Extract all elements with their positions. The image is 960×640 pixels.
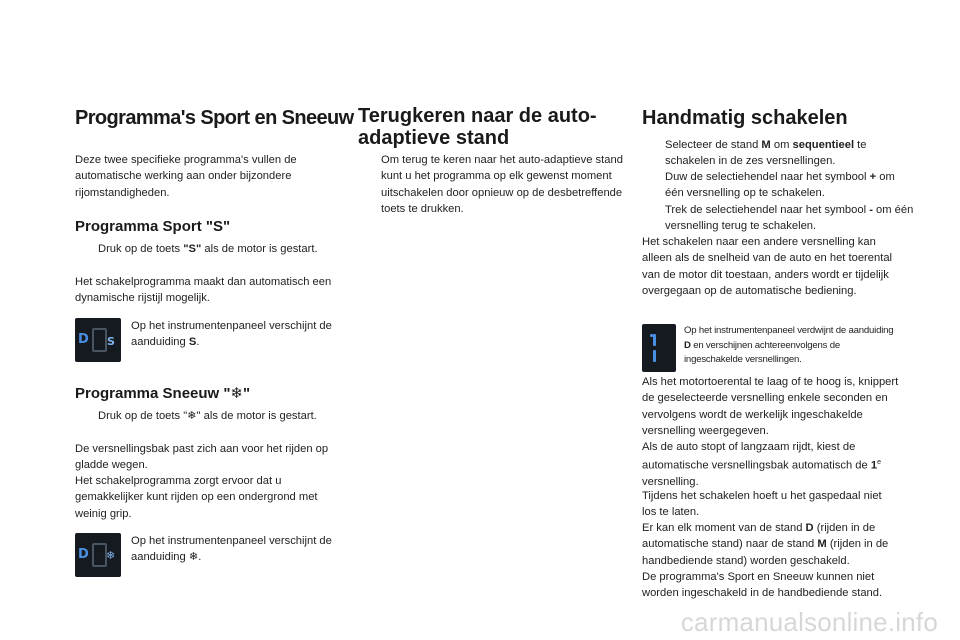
minus-symbol: - (869, 204, 873, 216)
sport-note-text (131, 318, 336, 351)
sport-note-key: S (188, 336, 197, 349)
sport-key: "S" (183, 243, 202, 255)
manual-note-post: en verschijnen achtereenvolgens de ingeschakelde versnellingen. (684, 339, 841, 365)
dash-segment-icon (92, 543, 107, 567)
t3-pre: Als de auto stopt of langzaam rijdt, kiest de automatische versnellingsbak automatisch de (642, 441, 871, 473)
snow-note-text: Op het instrumentenpaneel verschijnt de aanduiding ❄. (131, 535, 332, 564)
b3-text: Trek de selectiehendel naar het symbool (665, 204, 870, 216)
t5-d: D (805, 522, 814, 534)
watermark: carmanualsonline.info (680, 607, 938, 637)
sport-text: Het schakelprogramma maakt dan automatisch een dynamische rijstijl mogelijk. (75, 276, 332, 305)
b2-text: Duw de selectiehendel naar het symbool (665, 171, 870, 183)
t5-pre: Er kan elk moment van de stand (642, 522, 806, 534)
manual-note-text (684, 324, 899, 368)
auto-adaptive-bullet (358, 152, 631, 217)
t3-post: versnelling. (642, 476, 699, 489)
intro-text: Deze twee specifieke programma's vullen de automatische werking aan onder bijzondere rijomstandigheden. (75, 154, 297, 199)
sport-bullet (75, 241, 338, 257)
manual-bullet-3 (642, 202, 915, 235)
snow-text-1: De versnellingsbak past zich aan voor het rijden op gladde wegen. (75, 443, 329, 472)
gear-one-icon (653, 334, 656, 346)
t3-sup: e (877, 459, 881, 467)
manual-text-5 (642, 520, 907, 569)
t3-num: 1 (870, 460, 878, 473)
manual-note-pre: Op het instrumentenpaneel verdwijnt de aanduiding (684, 325, 894, 336)
sport-bullet-text: Druk op de toets (98, 243, 184, 255)
b1-post: te schakelen in de zes versnellingen. (665, 139, 867, 168)
t5-m: M (817, 538, 827, 551)
section-title-manual-shift: Handmatig schakelen (642, 107, 848, 129)
manual-text-6: De programma's Sport en Sneeuw kunnen niet worden ingeschakeld in de handbediende stand. (642, 571, 883, 600)
b3-post: om één versnelling terug te schakelen. (665, 204, 914, 233)
sport-note-pre: Op het instrumentenpaneel verschijnt de aanduiding (131, 320, 332, 349)
b1-mid: om (770, 139, 793, 151)
t5-post: (rijden in de handbediende stand) worden geschakeld. (642, 538, 889, 567)
snow-note (75, 533, 336, 577)
manual-text-2: Als het motortoerental te laag of te hoog is, knippert de geselecteerde versnelling enkele seconden en vervolgens wordt de werkelijk ingeschakelde versnelling weergegeven. (642, 376, 899, 437)
dashboard-snow-image (75, 533, 121, 577)
dash-d-glyph: D (78, 547, 89, 562)
snow-bullet (75, 408, 338, 424)
auto-adaptive-text: Om terug te keren naar het auto-adaptieve stand kunt u het programma op elk gewenst moment uitschakelen door opnieuw op de desbetreffende toets te drukken. (381, 154, 623, 215)
section-title-auto-adaptive: Terugkeren naar de auto-adaptieve stand (358, 105, 597, 149)
manual-text-3 (642, 439, 907, 491)
b1-seq: sequentieel (792, 139, 855, 151)
dash-segment-icon (92, 328, 107, 352)
snow-text-2: Het schakelprogramma zorgt ervoor dat u gemakkelijker kunt rijden op een ondergrond met weinig grip. (75, 475, 318, 520)
manual-note (642, 324, 899, 372)
manual-text-1: Het schakelen naar een andere versnelling kan alleen als de snelheid van de auto en het toerental van de motor dit toestaan, anders wordt er tijdelijk overgegaan op de automatische bediening. (642, 236, 893, 297)
sport-note (75, 318, 336, 362)
b2-post: om één versnelling op te schakelen. (665, 171, 895, 200)
gear-one-icon (653, 350, 656, 362)
dash-d-glyph: D (78, 332, 89, 347)
dash-snow-glyph: ❄ (106, 549, 116, 562)
t5-mid: (rijden in de automatische stand) naar de stand (642, 522, 876, 551)
b1-text: Selecteer de stand (665, 139, 762, 151)
b1-m: M (761, 139, 771, 151)
manual-bullet-1 (642, 137, 915, 170)
section-title-sport-snow: Programma's Sport en Sneeuw (75, 107, 354, 129)
sport-bullet-text-end: als de motor is gestart. (201, 243, 318, 255)
dashboard-sport-image (75, 318, 121, 362)
gear-one-flag-icon (650, 334, 653, 337)
manual-note-key: D (684, 339, 691, 351)
dash-s-glyph: S (107, 335, 115, 348)
snow-bullet-text: Druk op de toets "❄" als de motor is gestart. (98, 410, 317, 422)
dashboard-manual-image (642, 324, 676, 372)
plus-symbol: + (869, 171, 877, 183)
manual-text-4: Tijdens het schakelen hoeft u het gaspedaal niet los te laten. (642, 490, 882, 519)
sport-note-post: . (196, 336, 200, 349)
sport-title: Programma Sport "S" (75, 218, 231, 235)
snow-title: Programma Sneeuw "❄" (75, 385, 251, 402)
manual-bullet-2 (642, 169, 915, 202)
